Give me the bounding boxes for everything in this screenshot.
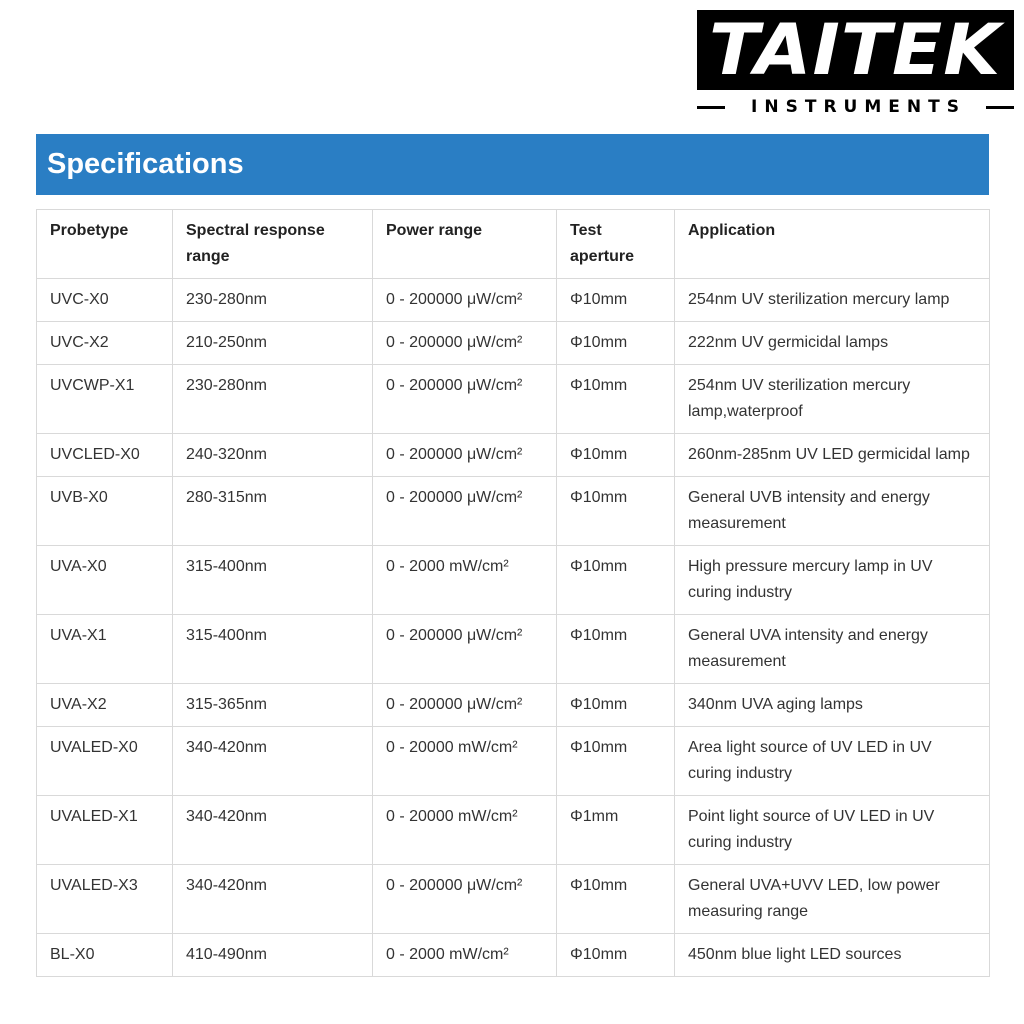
- cell-probetype: UVA-X0: [37, 546, 173, 615]
- table-row: [37, 934, 990, 977]
- table-row: [37, 279, 990, 322]
- cell-probetype: BL-X0: [37, 934, 173, 977]
- table-row: [37, 865, 990, 934]
- cell-power-range: 0 - 2000 mW/cm²: [373, 934, 557, 977]
- cell-probetype: UVA-X1: [37, 615, 173, 684]
- logo-wordmark: TAITEK: [709, 9, 1002, 91]
- table-row: [37, 546, 990, 615]
- cell-power-range: 0 - 200000 μW/cm²: [373, 865, 557, 934]
- cell-application: General UVA+UVV LED, low power measuring range: [675, 865, 990, 934]
- cell-test-aperture: Φ10mm: [557, 934, 675, 977]
- cell-application: Area light source of UV LED in UV curing industry: [675, 727, 990, 796]
- cell-test-aperture: Φ10mm: [557, 322, 675, 365]
- cell-probetype: UVC-X0: [37, 279, 173, 322]
- cell-power-range: 0 - 200000 μW/cm²: [373, 365, 557, 434]
- page-title: Specifications: [47, 148, 244, 180]
- cell-spectral-range: 230-280nm: [173, 365, 373, 434]
- cell-probetype: UVALED-X3: [37, 865, 173, 934]
- table-row: [37, 477, 990, 546]
- header-test-aperture: Test aperture: [557, 210, 675, 279]
- cell-spectral-range: 315-400nm: [173, 546, 373, 615]
- cell-spectral-range: 410-490nm: [173, 934, 373, 977]
- cell-power-range: 0 - 200000 μW/cm²: [373, 434, 557, 477]
- cell-probetype: UVA-X2: [37, 684, 173, 727]
- cell-spectral-range: 315-400nm: [173, 615, 373, 684]
- table-row: [37, 684, 990, 727]
- header-probetype: Probetype: [37, 210, 173, 279]
- cell-application: General UVA intensity and energy measurement: [675, 615, 990, 684]
- cell-spectral-range: 340-420nm: [173, 796, 373, 865]
- logo-box: [697, 10, 1014, 90]
- cell-power-range: 0 - 200000 μW/cm²: [373, 279, 557, 322]
- cell-application: 222nm UV germicidal lamps: [675, 322, 990, 365]
- cell-test-aperture: Φ10mm: [557, 865, 675, 934]
- cell-power-range: 0 - 200000 μW/cm²: [373, 684, 557, 727]
- taitek-logo: [697, 10, 1014, 116]
- cell-power-range: 0 - 2000 mW/cm²: [373, 546, 557, 615]
- cell-power-range: 0 - 20000 mW/cm²: [373, 796, 557, 865]
- cell-probetype: UVCWP-X1: [37, 365, 173, 434]
- cell-probetype: UVCLED-X0: [37, 434, 173, 477]
- table-row: [37, 322, 990, 365]
- cell-test-aperture: Φ10mm: [557, 546, 675, 615]
- logo-subtitle-row: [697, 96, 1014, 118]
- cell-spectral-range: 230-280nm: [173, 279, 373, 322]
- cell-application: General UVB intensity and energy measurement: [675, 477, 990, 546]
- cell-power-range: 0 - 200000 μW/cm²: [373, 615, 557, 684]
- cell-application: 254nm UV sterilization mercury lamp: [675, 279, 990, 322]
- specifications-banner: [36, 134, 989, 195]
- table-row: [37, 796, 990, 865]
- logo-rule-left: [697, 106, 725, 109]
- cell-spectral-range: 280-315nm: [173, 477, 373, 546]
- table-header-row: [37, 210, 990, 279]
- table-row: [37, 434, 990, 477]
- cell-spectral-range: 340-420nm: [173, 865, 373, 934]
- specifications-table: [36, 209, 990, 977]
- header-application: Application: [675, 210, 990, 279]
- cell-application: Point light source of UV LED in UV curing industry: [675, 796, 990, 865]
- cell-application: 450nm blue light LED sources: [675, 934, 990, 977]
- logo-rule-right: [986, 106, 1014, 109]
- cell-test-aperture: Φ10mm: [557, 684, 675, 727]
- cell-probetype: UVALED-X0: [37, 727, 173, 796]
- cell-spectral-range: 315-365nm: [173, 684, 373, 727]
- cell-spectral-range: 240-320nm: [173, 434, 373, 477]
- cell-application: 254nm UV sterilization mercury lamp,waterproof: [675, 365, 990, 434]
- logo-subtitle: INSTRUMENTS: [751, 97, 966, 117]
- cell-application: 260nm-285nm UV LED germicidal lamp: [675, 434, 990, 477]
- cell-power-range: 0 - 200000 μW/cm²: [373, 322, 557, 365]
- table-row: [37, 365, 990, 434]
- cell-probetype: UVB-X0: [37, 477, 173, 546]
- header-power-range: Power range: [373, 210, 557, 279]
- cell-probetype: UVALED-X1: [37, 796, 173, 865]
- cell-test-aperture: Φ10mm: [557, 365, 675, 434]
- cell-test-aperture: Φ1mm: [557, 796, 675, 865]
- cell-test-aperture: Φ10mm: [557, 279, 675, 322]
- cell-test-aperture: Φ10mm: [557, 477, 675, 546]
- cell-test-aperture: Φ10mm: [557, 727, 675, 796]
- table-row: [37, 615, 990, 684]
- cell-spectral-range: 210-250nm: [173, 322, 373, 365]
- cell-probetype: UVC-X2: [37, 322, 173, 365]
- cell-application: High pressure mercury lamp in UV curing industry: [675, 546, 990, 615]
- cell-test-aperture: Φ10mm: [557, 434, 675, 477]
- cell-power-range: 0 - 20000 mW/cm²: [373, 727, 557, 796]
- cell-test-aperture: Φ10mm: [557, 615, 675, 684]
- cell-application: 340nm UVA aging lamps: [675, 684, 990, 727]
- table-row: [37, 727, 990, 796]
- cell-spectral-range: 340-420nm: [173, 727, 373, 796]
- header-spectral-range: Spectral response range: [173, 210, 373, 279]
- cell-power-range: 0 - 200000 μW/cm²: [373, 477, 557, 546]
